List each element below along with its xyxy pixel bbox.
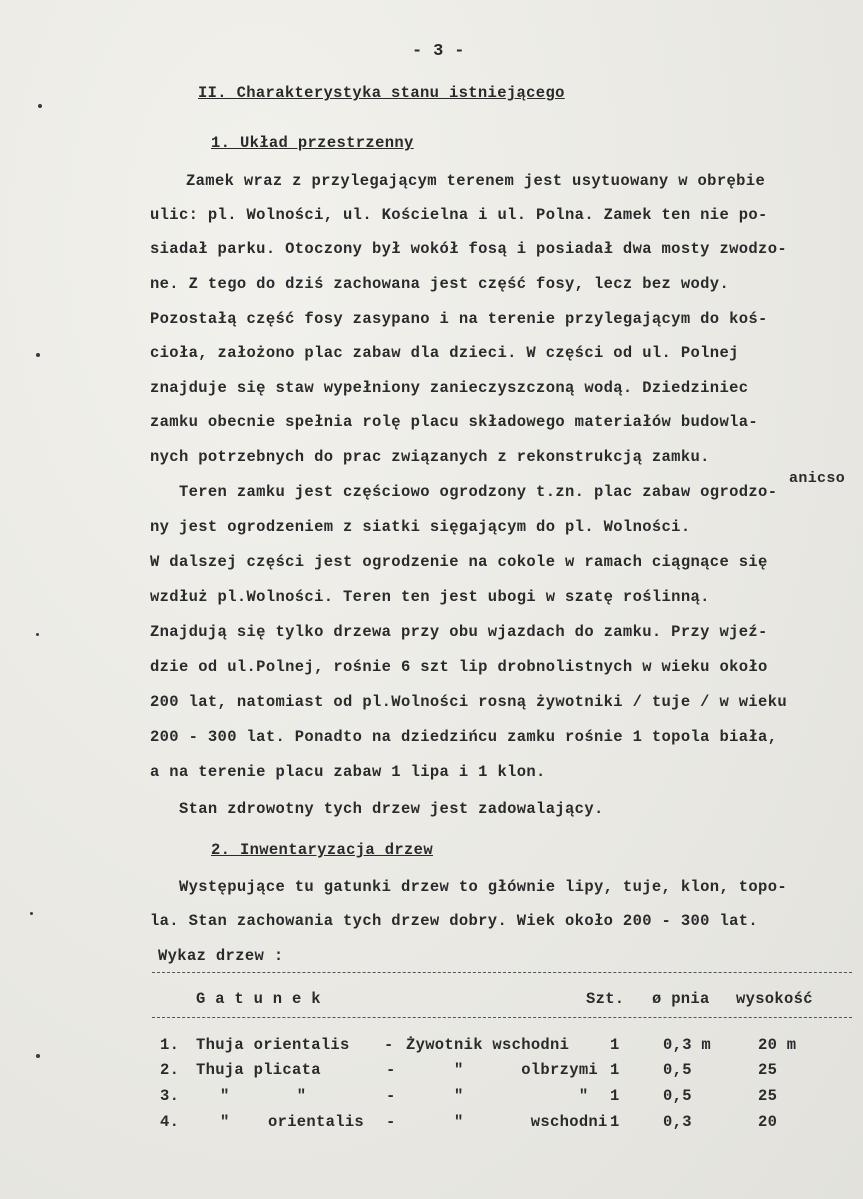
latin-name: " orientalis [220, 1113, 365, 1131]
subsection-heading: 1. Układ przestrzenny [211, 134, 414, 152]
punch-hole-mark [30, 912, 33, 915]
table-header-rule [152, 1017, 852, 1018]
text-line: la. Stan zachowania tych drzew dobry. Wiek około 200 - 300 lat. [150, 912, 759, 930]
diameter: 0,5 [663, 1087, 692, 1105]
polish-name: " olbrzymi [454, 1061, 599, 1079]
dash: - [386, 1113, 396, 1131]
latin-name: Thuja plicata [196, 1061, 321, 1079]
row-number: 1. [160, 1036, 180, 1054]
polish-name: " " [454, 1087, 589, 1105]
diameter: 0,3 m [663, 1036, 712, 1054]
text-line: wzdłuż pl.Wolności. Teren ten jest ubogi w szatę roślinną. [150, 588, 710, 606]
punch-hole-mark [36, 633, 39, 636]
list-title: Wykaz drzew : [158, 947, 284, 965]
punch-hole-mark [38, 104, 42, 108]
table-header-height: wysokość [736, 990, 813, 1008]
text-line: W dalszej części jest ogrodzenie na cokole w ramach ciągnące się [150, 553, 768, 571]
text-line: ne. Z tego do dziś zachowana jest część fosy, lecz bez wody. [150, 275, 730, 293]
text-line: zamku obecnie spełnia rolę placu składowego materiałów budowla- [150, 413, 759, 431]
text-line: Zamek wraz z przylegającym terenem jest usytuowany w obrębie [186, 172, 766, 190]
dash: - [386, 1087, 396, 1105]
count: 1 [610, 1087, 620, 1105]
count: 1 [610, 1113, 620, 1131]
latin-name: " " [220, 1087, 307, 1105]
dash: - [384, 1036, 394, 1054]
punch-hole-mark [36, 353, 40, 357]
table-header-species: G a t u n e k [196, 990, 321, 1008]
margin-correction: anicso [789, 470, 846, 487]
text-line: Pozostałą część fosy zasypano i na terenie przylegającym do koś- [150, 310, 768, 328]
diameter: 0,3 [663, 1113, 692, 1131]
text-line: ulic: pl. Wolności, ul. Kościelna i ul. Polna. Zamek ten nie po- [150, 206, 768, 224]
text-line: Stan zdrowotny tych drzew jest zadowalający. [150, 800, 604, 818]
text-line: siadał parku. Otoczony był wokół fosą i posiadał dwa mosty zwodzo- [150, 240, 787, 258]
text-line: ny jest ogrodzeniem z siatki sięgającym do pl. Wolności. [150, 518, 691, 536]
text-line: 200 - 300 lat. Ponadto na dziedzińcu zamku rośnie 1 topola biała, [150, 728, 778, 746]
subsection-heading: 2. Inwentaryzacja drzew [211, 841, 433, 859]
diameter: 0,5 [663, 1061, 692, 1079]
count: 1 [610, 1061, 620, 1079]
table-header-count: Szt. [586, 990, 625, 1008]
table-header-diameter: ø pnia [652, 990, 710, 1008]
height: 20 [758, 1113, 778, 1131]
polish-name: Żywotnik wschodni [406, 1036, 570, 1054]
text-line: dzie od ul.Polnej, rośnie 6 szt lip drobnolistnych w wieku około [150, 658, 768, 676]
polish-name: " wschodni [454, 1113, 608, 1131]
page-number: - 3 - [412, 42, 465, 61]
text-line: Teren zamku jest częściowo ogrodzony t.zn. plac zabaw ogrodzo- [150, 483, 778, 501]
text-line: Występujące tu gatunki drzew to głównie lipy, tuje, klon, topo- [150, 878, 787, 896]
text-line: nych potrzebnych do prac związanych z rekonstrukcją zamku. [150, 448, 710, 466]
text-line: cioła, założono plac zabaw dla dzieci. W części od ul. Polnej [150, 344, 739, 362]
row-number: 2. [160, 1061, 180, 1079]
section-heading: II. Charakterystyka stanu istniejącego [198, 84, 565, 102]
text-line: znajduje się staw wypełniony zanieczyszczoną wodą. Dziedziniec [150, 379, 749, 397]
text-line: 200 lat, natomiast od pl.Wolności rosną żywotniki / tuje / w wieku [150, 693, 787, 711]
text-line: Znajdują się tylko drzewa przy obu wjazdach do zamku. Przy wjeź- [150, 623, 768, 641]
latin-name: Thuja orientalis [196, 1036, 350, 1054]
row-number: 4. [160, 1113, 180, 1131]
text-line: a na terenie placu zabaw 1 lipa i 1 klon. [150, 763, 546, 781]
table-top-rule [152, 972, 852, 973]
punch-hole-mark [36, 1054, 40, 1058]
height: 20 m [758, 1036, 797, 1054]
height: 25 [758, 1087, 778, 1105]
height: 25 [758, 1061, 778, 1079]
row-number: 3. [160, 1087, 180, 1105]
dash: - [386, 1061, 396, 1079]
count: 1 [610, 1036, 620, 1054]
